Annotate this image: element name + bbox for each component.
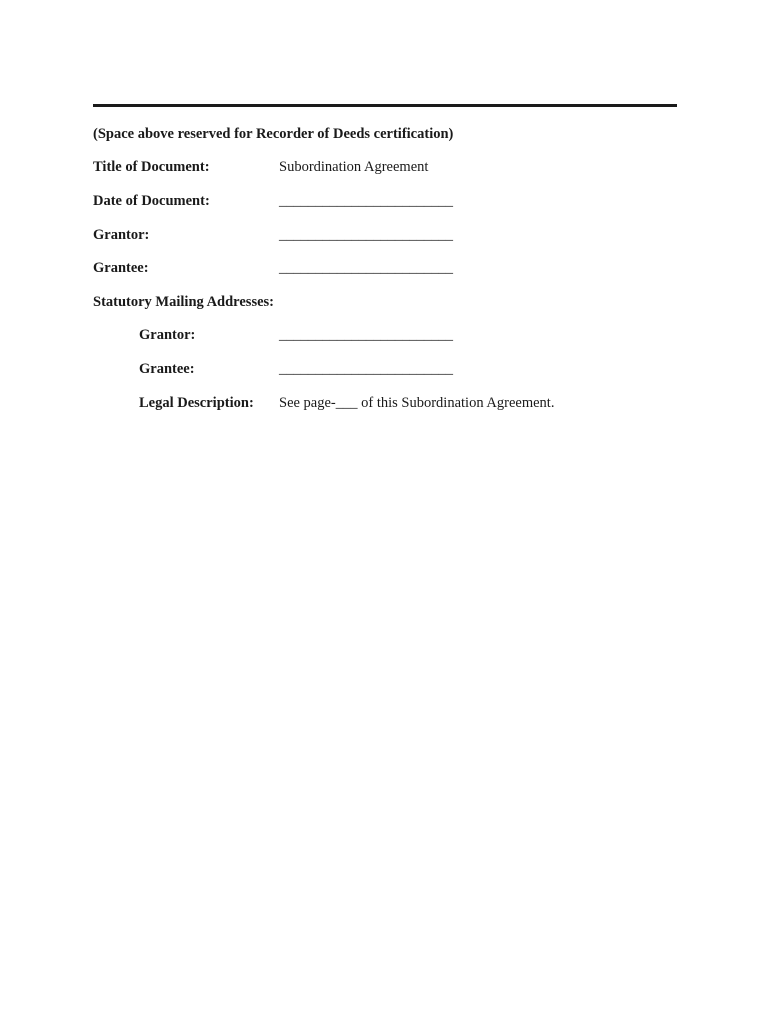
recorder-space-rule — [93, 104, 677, 107]
mailing-grantee-label: Grantee: — [139, 361, 195, 377]
mailing-grantor-label: Grantor: — [139, 327, 196, 343]
legal-description-value: See page-___ of this Subordination Agreement. — [279, 395, 555, 411]
grantor-blank: ________________________ — [279, 227, 453, 243]
mailing-grantee-blank: ________________________ — [279, 361, 453, 377]
grantee-label: Grantee: — [93, 260, 149, 276]
title-of-document-label: Title of Document: — [93, 159, 210, 175]
grantee-blank: ________________________ — [279, 260, 453, 276]
legal-description-label: Legal Description: — [139, 395, 254, 411]
grantor-label: Grantor: — [93, 227, 150, 243]
reserved-space-note: (Space above reserved for Recorder of Deeds certification) — [93, 126, 454, 142]
date-of-document-label: Date of Document: — [93, 193, 210, 209]
statutory-mailing-addresses-heading: Statutory Mailing Addresses: — [93, 294, 274, 310]
title-of-document-value: Subordination Agreement — [279, 159, 429, 175]
date-of-document-blank: ________________________ — [279, 193, 453, 209]
mailing-grantor-blank: ________________________ — [279, 327, 453, 343]
